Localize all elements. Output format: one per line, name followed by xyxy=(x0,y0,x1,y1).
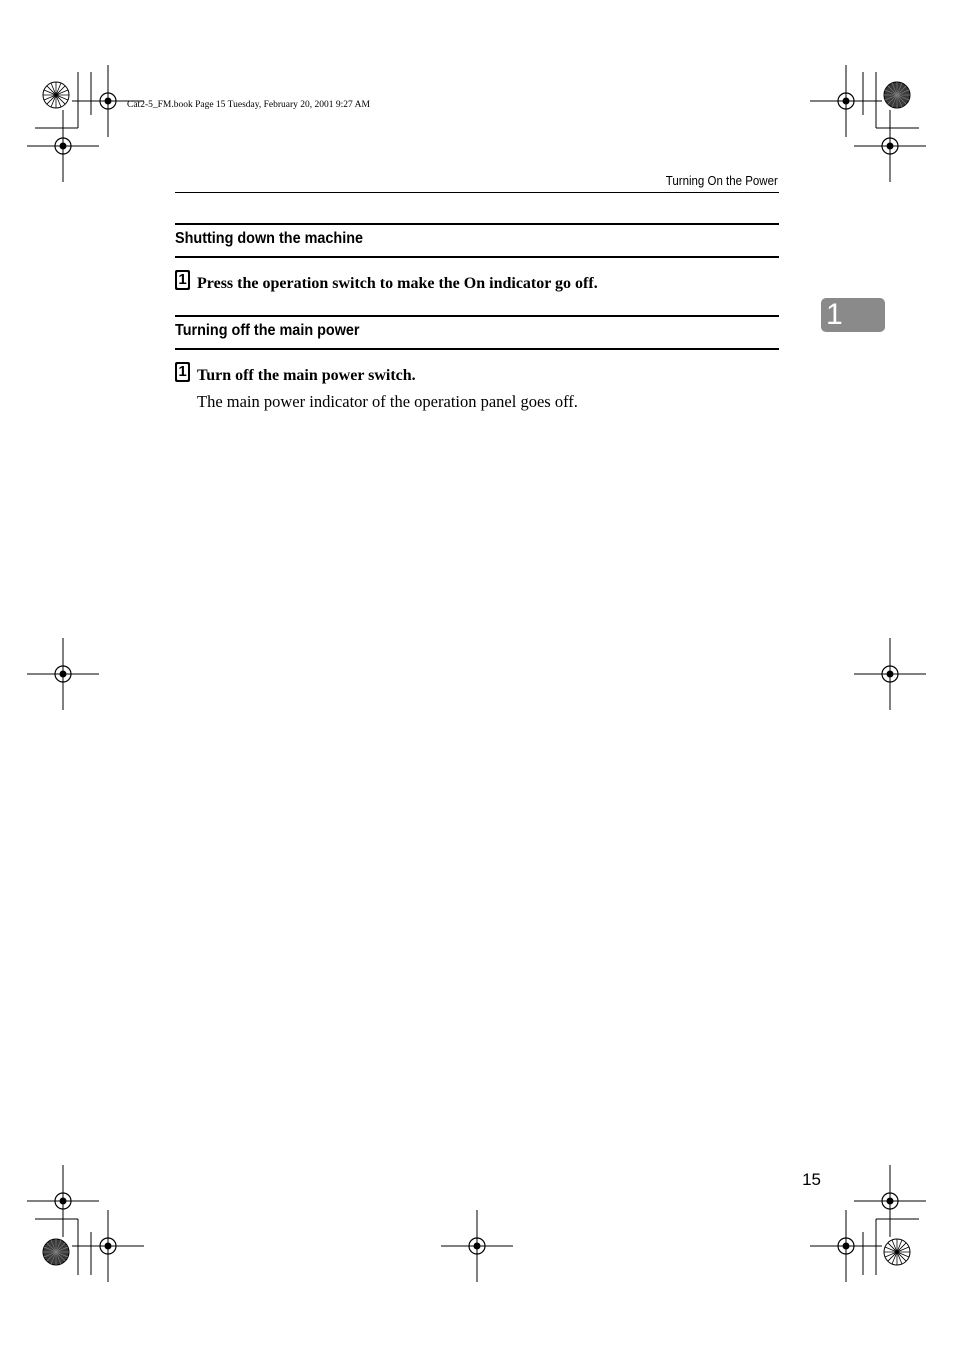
page-number: 15 xyxy=(802,1170,821,1189)
step-number-badge: 1 xyxy=(175,362,190,382)
section-title: Turning off the main power xyxy=(175,322,360,339)
chapter-tab xyxy=(821,298,885,332)
step-detail: The main power indicator of the operation panel goes off. xyxy=(197,392,578,411)
chapter-tab-number: 1 xyxy=(826,298,843,331)
running-head: Turning On the Power xyxy=(665,174,778,188)
step-number-badge: 1 xyxy=(175,270,190,290)
section-title: Shutting down the machine xyxy=(175,230,364,247)
step-instruction: Turn off the main power switch. xyxy=(197,367,416,384)
header-rule xyxy=(175,192,779,193)
section-top-rule xyxy=(175,315,779,317)
step-instruction: Press the operation switch to make the On indicator go off. xyxy=(197,275,598,292)
section-top-rule xyxy=(175,223,779,225)
file-info-slug: Cat2-5_FM.book Page 15 Tuesday, February 20, 2001 9:27 AM xyxy=(127,100,370,110)
section-main-power xyxy=(175,315,779,355)
section-bottom-rule xyxy=(175,256,779,258)
section-bottom-rule xyxy=(175,348,779,350)
section-shutting-down xyxy=(175,223,779,263)
